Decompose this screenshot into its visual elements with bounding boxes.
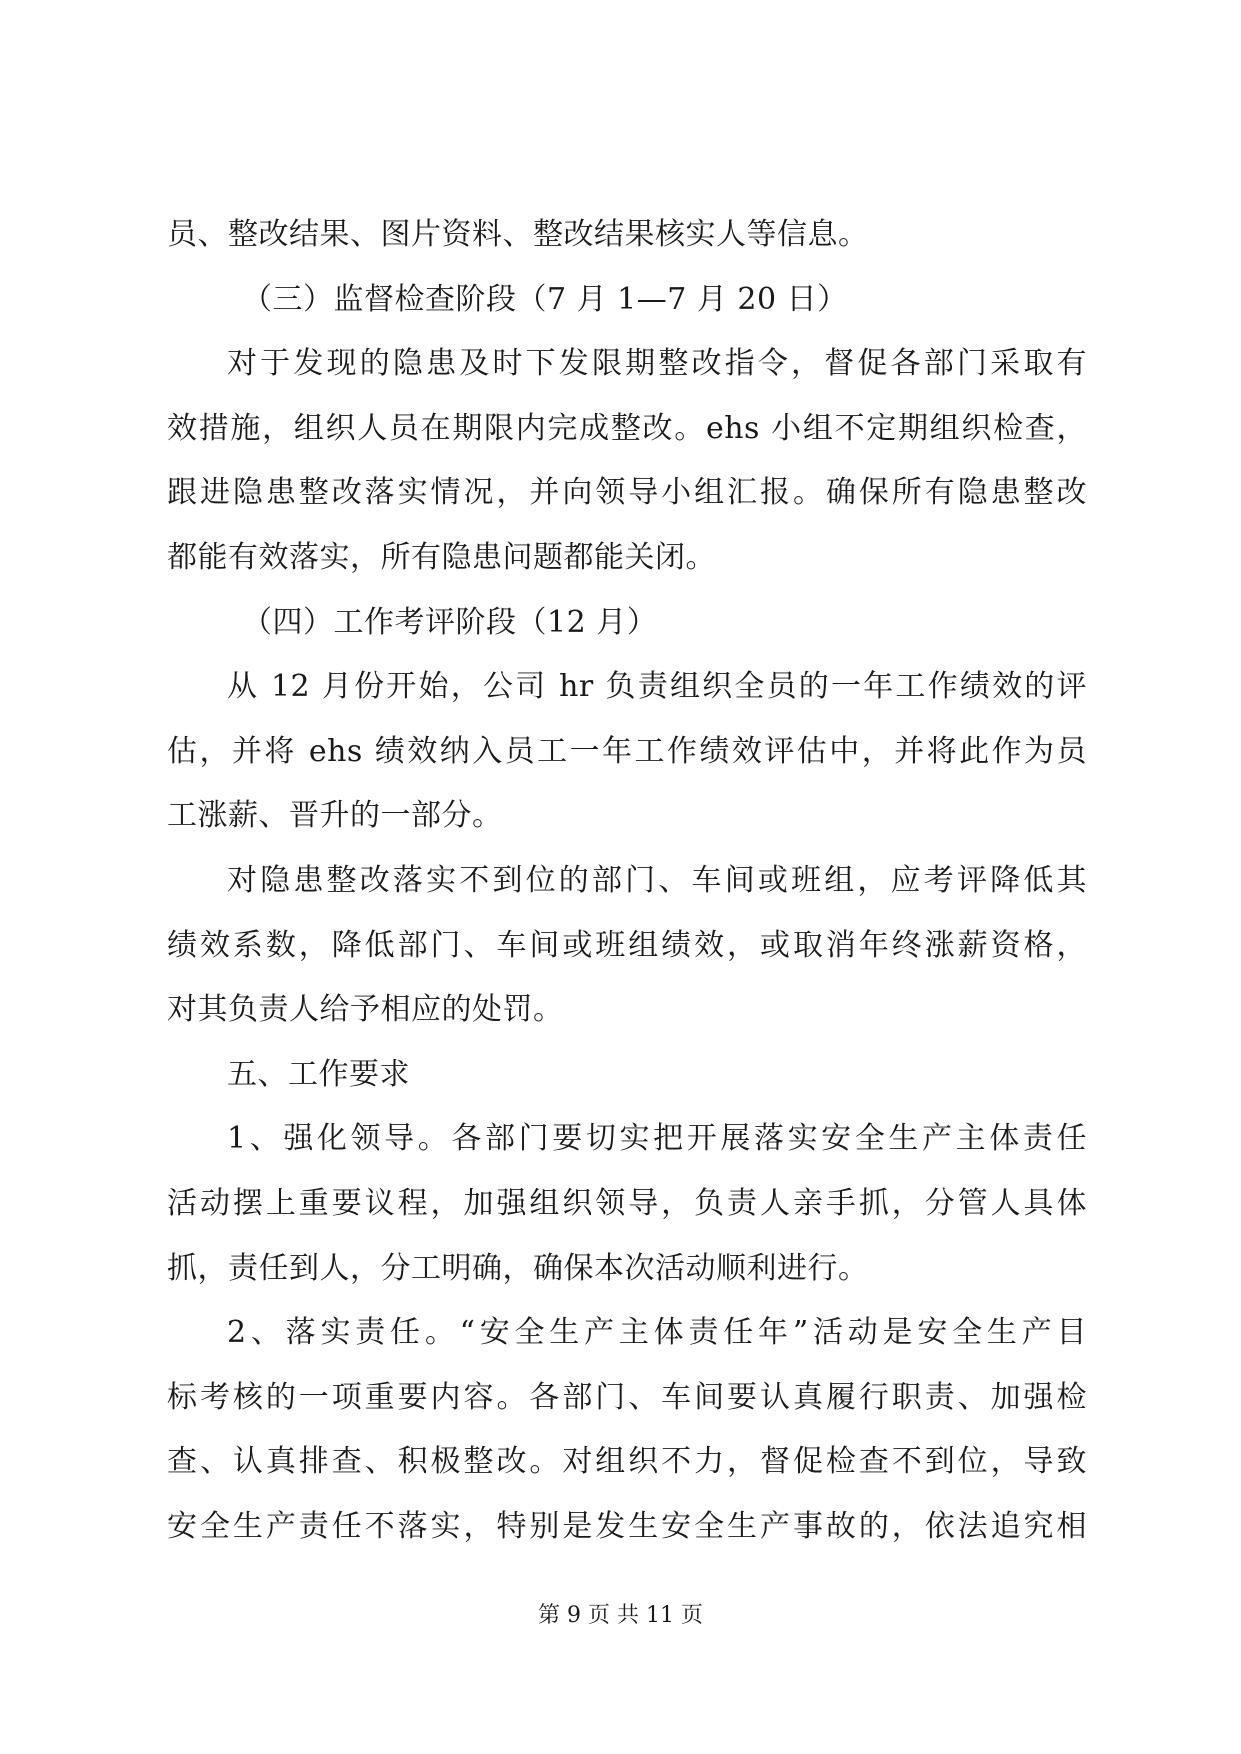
paragraph-line: 活动摆上重要议程，加强组织领导，负责人亲手抓，分管人具体 (167, 1185, 1087, 1221)
page-number-footer: 第 9 页 共 11 页 (538, 1603, 703, 1628)
document-body (167, 203, 1087, 1559)
paragraph-line: 2、落实责任。“安全生产主体责任年”活动是安全生产目 (227, 1315, 1087, 1351)
paragraph-line: 跟进隐患整改落实情况，并向领导小组汇报。确保所有隐患整改 (167, 475, 1087, 511)
section-heading-evaluation: （四）工作考评阶段（12 月） (242, 604, 658, 640)
section-heading-supervision: （三）监督检查阶段（7 月 1—7 月 20 日） (242, 281, 848, 317)
paragraph-line: 对其负责人给予相应的处罚。 (167, 992, 564, 1028)
paragraph-line: 工涨薪、晋升的一部分。 (167, 798, 503, 834)
paragraph-line: 从 12 月份开始，公司 hr 负责组织全员的一年工作绩效的评 (227, 669, 1087, 705)
paragraph-line: 查、认真排查、积极整改。对组织不力，督促检查不到位，导致 (167, 1444, 1087, 1480)
paragraph-line: 安全生产责任不落实，特别是发生安全生产事故的，依法追究相 (167, 1508, 1087, 1544)
paragraph-line: 绩效系数，降低部门、车间或班组绩效，或取消年终涨薪资格， (167, 927, 1087, 963)
paragraph-line: 1、强化领导。各部门要切实把开展落实安全生产主体责任 (227, 1121, 1087, 1157)
paragraph-line: 标考核的一项重要内容。各部门、车间要认真履行职责、加强检 (167, 1379, 1087, 1415)
section-heading-work-requirements: 五、工作要求 (227, 1056, 410, 1092)
paragraph-line: 对隐患整改落实不到位的部门、车间或班组，应考评降低其 (227, 862, 1087, 898)
paragraph-line: 估，并将 ehs 绩效纳入员工一年工作绩效评估中，并将此作为员 (167, 733, 1087, 769)
paragraph-line: 员、整改结果、图片资料、整改结果核实人等信息。 (167, 217, 869, 252)
paragraph-line: 对于发现的隐患及时下发限期整改指令，督促各部门采取有 (227, 346, 1087, 382)
paragraph-line: 都能有效落实，所有隐患问题都能关闭。 (167, 539, 716, 575)
paragraph-line: 抓，责任到人，分工明确，确保本次活动顺利进行。 (167, 1250, 869, 1286)
paragraph-line: 效措施，组织人员在期限内完成整改。ehs 小组不定期组织检查， (167, 410, 1087, 446)
